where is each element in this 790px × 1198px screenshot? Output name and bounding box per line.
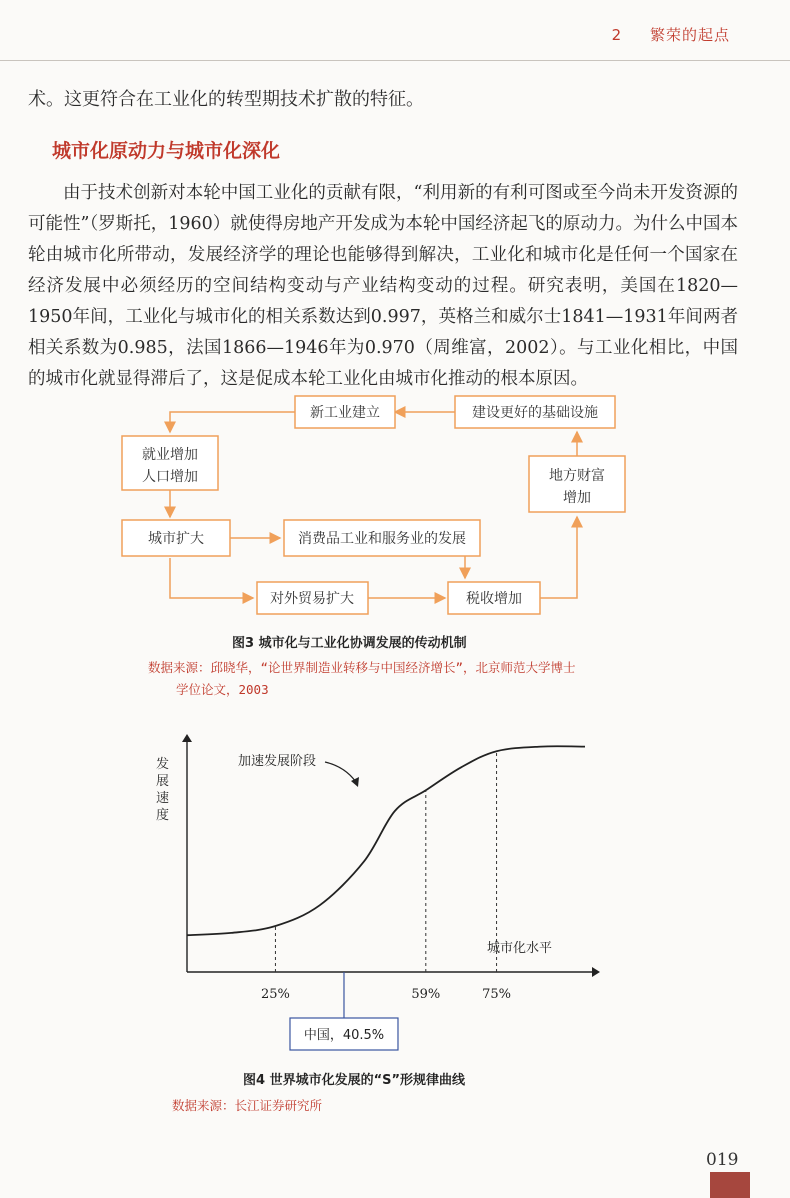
annotation-label: 加速发展阶段: [238, 754, 317, 769]
lead-line: 术。这更符合在工业化的转型期技术扩散的特征。: [28, 89, 424, 110]
tick-label-25: 25%: [260, 987, 290, 1002]
annotation-arrow: [325, 762, 356, 782]
figure4-source: 数据来源：长江证券研究所: [172, 1098, 323, 1113]
chapter-title: 繁荣的起点: [649, 26, 730, 44]
s-curve-series: [187, 746, 585, 935]
x-axis-arrow: [592, 967, 600, 977]
node-consumer-industry: 消费品工业和服务业的发展: [298, 531, 466, 547]
china-marker-label: 中国，40.5%: [303, 1028, 385, 1043]
x-axis-label: 城市化水平: [487, 941, 553, 956]
node-local-wealth-2: 增加: [563, 490, 591, 506]
node-employment-2: 人口增加: [142, 469, 198, 485]
node-tax-increase: 税收增加: [466, 591, 522, 607]
node-employment-1: 就业增加: [142, 447, 198, 463]
node-city-expand: 城市扩大: [148, 531, 204, 547]
page-number: 019: [706, 1150, 739, 1170]
y-axis-label: 发展速度: [156, 757, 170, 823]
figure4-caption: 图4 世界城市化发展的“S”形规律曲线: [243, 1073, 466, 1088]
node-local-wealth-1: 地方财富: [549, 468, 605, 484]
figure3-caption: 图3 城市化与工业化协调发展的传动机制: [232, 636, 467, 651]
figure3-source-line1: 数据来源：邱晓华，“论世界制造业转移与中国经济增长”，北京师范大学博士: [148, 660, 576, 675]
annotation-arrowhead: [351, 777, 359, 787]
node-new-industry: 新工业建立: [310, 405, 380, 421]
chapter-number: 2: [611, 26, 623, 44]
figure3-source-line2: 学位论文，2003: [176, 682, 269, 697]
node-foreign-trade: 对外贸易扩大: [270, 591, 354, 607]
figure4-chart: [182, 734, 600, 1050]
corner-tab: [710, 1172, 750, 1198]
body-paragraph: 由于技术创新对本轮中国工业化的贡献有限，“利用新的有利可图或至今尚未开发资源的可能性”（罗斯托，1960）就使得房地产开发成为本轮中国经济起飞的原动力。为什么中国本轮由城市化所带动，发展经济学的理论也能够得到解决，工业化和城市化是任何一个国家在经济发展中必须经历的空间结构变动与产业结构变动的过程。研究表明，美国在1820—1950年间，工业化与城市化的相关系数达到0.997，英格兰和威尔士1841—1931年间两者相关系数为0.985，法国1866—1946年为0.970（周维富，2002）。与工业化相比，中国的城市化就显得滞后了，这是促成本轮工业化由城市化推动的根本原因。: [28, 183, 738, 389]
tick-label-75: 75%: [482, 987, 512, 1002]
tick-label-59: 59%: [411, 987, 441, 1002]
node-infrastructure: 建设更好的基础设施: [472, 405, 598, 421]
y-axis-arrow: [182, 734, 192, 742]
section-title: 城市化原动力与城市化深化: [52, 140, 281, 162]
